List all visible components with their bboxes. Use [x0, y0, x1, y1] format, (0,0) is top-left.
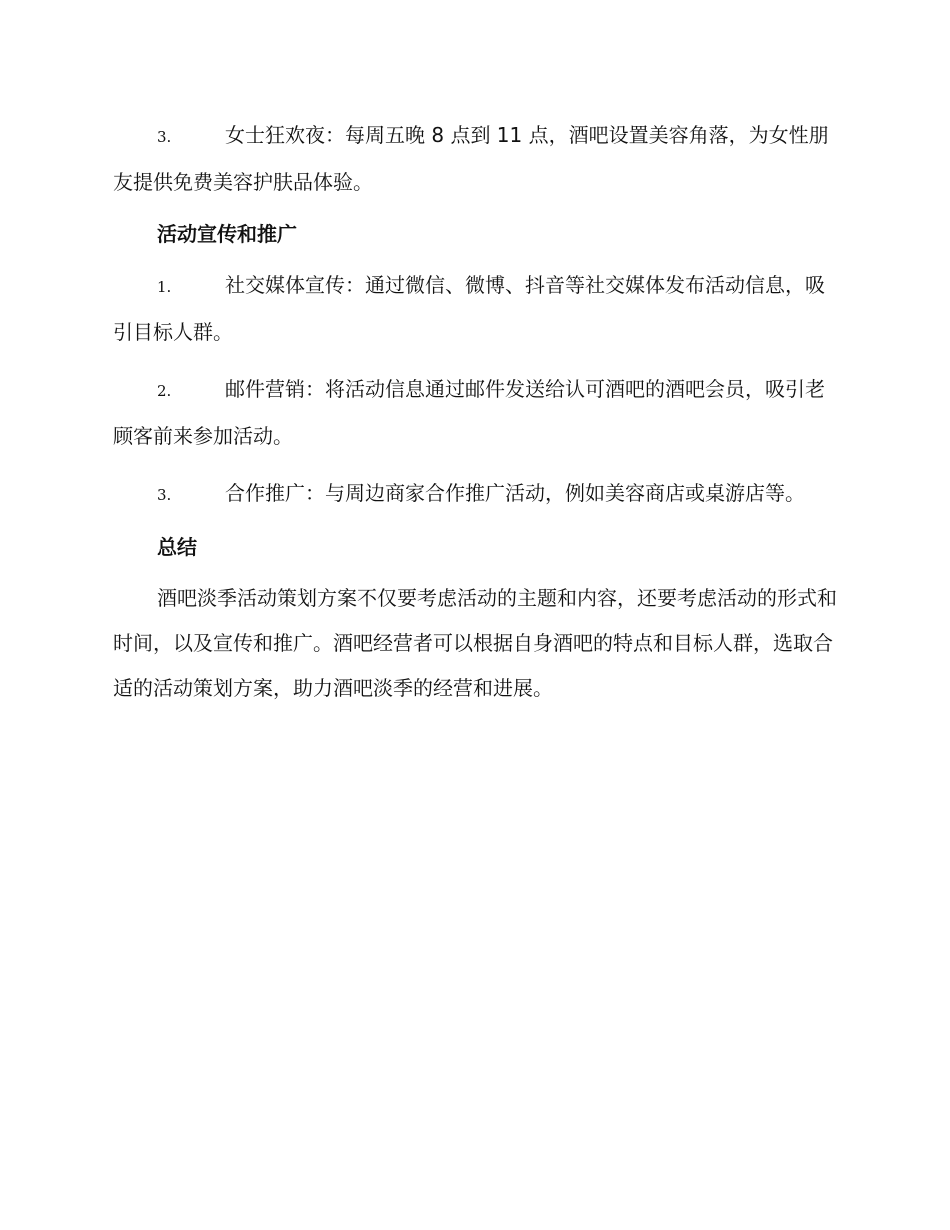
list-number: 3. — [157, 486, 172, 504]
summary-paragraph: 酒吧淡季活动策划方案不仅要考虑活动的主题和内容，还要考虑活动的形式和时间，以及宣传和推广。酒吧经营者可以根据自身酒吧的特点和目标人群，选取合适的活动策划方案，助力酒吧淡季的经营和进展。 — [113, 586, 837, 700]
list-item-cooperation — [113, 471, 840, 518]
list-number: 3. — [157, 128, 172, 146]
list-item-email-marketing — [113, 367, 840, 459]
list-number: 2. — [157, 382, 172, 400]
list-item-text: 邮件营销：将活动信息通过邮件发送给认可酒吧的酒吧会员，吸引老顾客前来参加活动。 — [113, 377, 825, 448]
list-item-text: 社交媒体宣传：通过微信、微博、抖音等社交媒体发布活动信息，吸引目标人群。 — [113, 273, 825, 344]
section-heading-summary: 总结 — [157, 535, 197, 559]
list-item-text: 合作推广：与周边商家合作推广活动，例如美容商店或桌游店等。 — [225, 481, 805, 505]
list-item-ladies-night — [113, 113, 840, 205]
section-heading-promotion: 活动宣传和推广 — [157, 222, 297, 246]
list-item-text: 女士狂欢夜：每周五晚 8 点到 11 点，酒吧设置美容角落，为女性朋友提供免费美容护肤品体验。 — [113, 123, 829, 194]
list-number: 1. — [157, 278, 172, 296]
list-item-social-media — [113, 263, 840, 355]
